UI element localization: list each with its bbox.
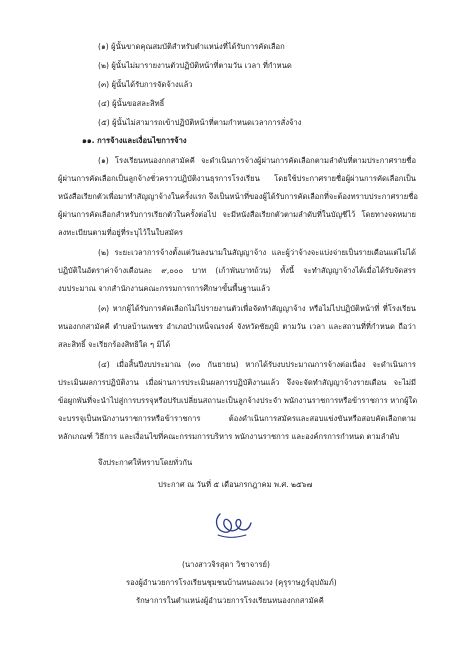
signer-position: รองผู้อำนวยการโรงเรียนชุมชนบ้านหนองแวง (คุรุราษฎร์อุปถัมภ์) bbox=[126, 578, 337, 587]
paragraph-line: (๔) เมื่อสิ้นปีงบประมาณ (๓๐ กันยายน) หากได้รับงบประมาณการจ้างต่อเนื่อง จะดำเนินการ bbox=[98, 360, 416, 369]
list-item: (๓) ผู้นั้นได้รับการจัดจ้างแล้ว bbox=[98, 80, 193, 89]
paragraph-line: จะบรรจุเป็นพนักงานราชการหรือข้าราชการ ต้องดำเนินการสมัครและสอบแข่งขันหรือสอบคัดเลือกตาม bbox=[58, 414, 416, 423]
signature-mark bbox=[210, 508, 254, 542]
section-heading: ๑๑. การจ้างและเงื่อนไขการจ้าง bbox=[82, 136, 187, 145]
paragraph-line: ประเมินผลการปฏิบัติงาน เมื่อผ่านการประเมินผลการปฏิบัติงานแล้ว จึงจะจัดทำสัญญาจ้างรายเดือน จะไม่มี bbox=[58, 378, 416, 387]
paragraph-line: ผู้ผ่านการคัดเลือกเป็นลูกจ้างชั่วคราวปฏิบัติงานธุรการโรงเรียน โดยใช้ประกาศรายชื่อผู้ผ่านการคัดเลือกเป็น bbox=[58, 174, 416, 183]
announcement-date: ประกาศ ณ วันที่ ๕ เดือนกรกฎาคม พ.ศ. ๒๕๖๗ bbox=[158, 480, 313, 489]
signer-name: (นางสาวจิรสุดา วิชาจารย์) bbox=[182, 560, 270, 569]
paragraph-line: หนองกกสามัคคี ตำบลบ้านเพชร อำเภอบำเหน็จณรงค์ จังหวัดชัยภูมิ ตามวัน เวลา และสถานที่ที่กำหนด ถือว่า bbox=[58, 322, 416, 331]
paragraph-line: งบประมาณ จากสำนักงานคณะกรรมการการศึกษาขั้นพื้นฐานแล้ว bbox=[58, 284, 270, 293]
list-item: (๑) ผู้นั้นขาดคุณสมบัติสำหรับตำแหน่งที่ได้รับการคัดเลือก bbox=[98, 42, 285, 51]
list-item: (๔) ผู้นั้นขอสละสิทธิ์ bbox=[98, 99, 165, 108]
paragraph-line: ผู้ผ่านการคัดเลือกสำหรับการเรียกตัวในครั้งต่อไป จะมีหนังสือเรียกตัวตามลำดับที่ในบัญชีไว้ โดยทางจดหมาย bbox=[58, 210, 416, 219]
paragraph-line: ลงทะเบียนตามที่อยู่ที่ระบุไว้ในใบสมัคร bbox=[58, 228, 184, 237]
list-item: (๒) ผู้นั้นไม่มารายงานตัวปฏิบัติหน้าที่ตามวัน เวลา ที่กำหนด bbox=[98, 61, 292, 70]
paragraph-line: (๓) หากผู้ได้รับการคัดเลือกไม่ไปรายงานตัวเพื่อจัดทำสัญญาจ้าง หรือไม่ไปปฏิบัติหน้าที่ ที่โรงเรียน bbox=[98, 304, 416, 313]
announcement-line: จึงประกาศให้ทราบโดยทั่วกัน bbox=[98, 458, 193, 467]
paragraph-line: หลักเกณฑ์ วิธีการ และเงื่อนไขที่คณะกรรมการบริหาร พนักงานราชการ และองค์กรการกำหนด ตามลำดับ bbox=[58, 432, 400, 441]
paragraph-line: ข้อผูกพันที่จะนำไปสู่การบรรจุหรือปรับเปลี่ยนสถานะเป็นลูกจ้างประจำ พนักงานราชการหรือข้าราชการ หากผู้ใด bbox=[58, 396, 418, 405]
paragraph-line: (๑) โรงเรียนหนองกกสามัคคี จะดำเนินการจ้างผู้ผ่านการคัดเลือกตามลำดับที่ตามประกาศรายชื่อ bbox=[98, 156, 416, 165]
paragraph-line: (๒) ระยะเวลาการจ้างตั้งแต่วันลงนามในสัญญาจ้าง และผู้ว่าจ้างจะแบ่งจ่ายเป็นรายเดือนแต่ไม่ได้ bbox=[98, 248, 416, 257]
paragraph-line: หนังสือเรียกตัวเพื่อมาทำสัญญาจ้างในครั้งแรก จึงเป็นหน้าที่ของผู้ได้รับการคัดเลือกที่จะต้องทราบประกาศรายชื่อ bbox=[58, 192, 418, 201]
paragraph-line: สละสิทธิ์ จะเรียกร้องสิทธิใด ๆ มิได้ bbox=[58, 340, 171, 349]
list-item: (๕) ผู้นั้นไม่สามารถเข้าปฏิบัติหน้าที่ตามกำหนดเวลาการสั่งจ้าง bbox=[98, 118, 302, 127]
paragraph-line: ปฏิบัติในอัตราค่าจ้างเดือนละ ๙,๐๐๐ บาท (เก้าพันบาทถ้วน) ทั้งนี้ จะทำสัญญาจ้างได้เมื่อได้รับจัดสรร bbox=[58, 266, 416, 275]
signer-acting-position: รักษาการในตำแหน่งผู้อำนวยการโรงเรียนหนองกกสามัคคี bbox=[136, 596, 324, 605]
